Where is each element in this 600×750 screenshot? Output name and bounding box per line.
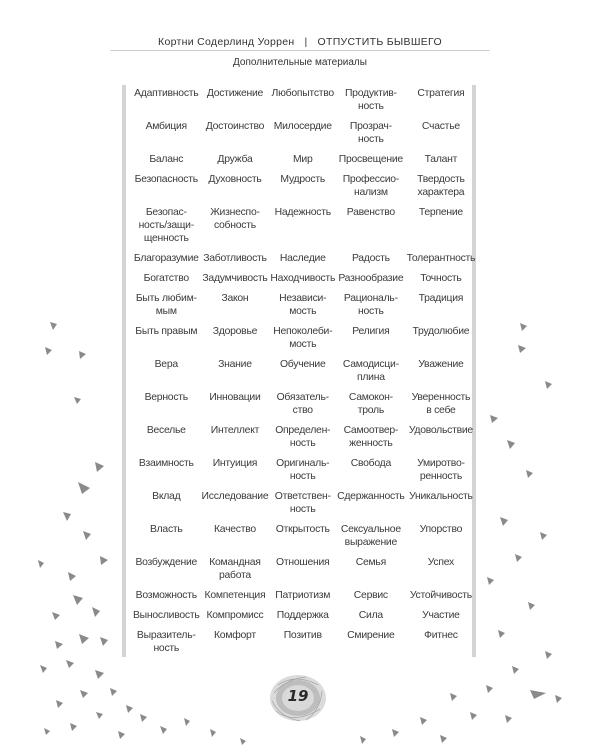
table-cell: Амбиция <box>145 121 187 132</box>
table-cell: Знание <box>218 359 252 370</box>
table-cell: Достоинство <box>205 121 265 132</box>
table-cell: Адаптивность <box>134 88 199 99</box>
table-cell: Интеллект <box>210 425 260 436</box>
table-cell: Уважение <box>418 359 464 370</box>
table-cell: Вклад <box>152 491 181 502</box>
table-cell: Толерантность <box>406 253 476 264</box>
table-cell: Сервис <box>353 590 388 601</box>
table-cell: Компетенция <box>204 590 266 601</box>
table-cell: Семья <box>355 557 386 568</box>
table-cell: Закон <box>221 293 249 304</box>
table-cell: Мудрость <box>280 174 326 185</box>
table-cell: Религия <box>352 326 390 337</box>
table-cell: Твердость характера <box>417 174 465 198</box>
table-cell: Выносливость <box>133 610 200 621</box>
table-cell: Быть любим- мым <box>135 293 197 317</box>
panel-bar-left <box>122 85 126 657</box>
table-cell: Интуиция <box>212 458 258 469</box>
table-cell: Открытость <box>275 524 330 535</box>
table-cell: Быть правым <box>135 326 198 337</box>
table-cell: Сексуальное выражение <box>340 524 401 548</box>
table-cell: Отношения <box>276 557 330 568</box>
table-cell: Верность <box>144 392 188 403</box>
table-cell: Взаимность <box>138 458 194 469</box>
table-cell: Устойчивость <box>409 590 472 601</box>
table-cell: Разнообразие <box>338 273 404 284</box>
table-cell: Комфорт <box>214 630 256 641</box>
table-cell: Уникальность <box>409 491 473 502</box>
table-cell: Самодисци- плина <box>342 359 399 383</box>
table-cell: Смирение <box>347 630 395 641</box>
table-cell: Участие <box>422 610 460 621</box>
table-cell: Инновации <box>209 392 261 403</box>
table-cell: Качество <box>213 524 256 535</box>
values-table <box>132 87 476 655</box>
table-cell: Находчивость <box>270 273 336 284</box>
table-cell: Веселье <box>146 425 186 436</box>
table-cell: Любопытство <box>271 88 334 99</box>
table-cell: Стратегия <box>417 88 465 99</box>
table-cell: Безопас- ность/защи- щенность <box>138 207 194 244</box>
table-cell: Профессио- нализм <box>342 174 399 198</box>
table-cell: Трудолюбие <box>412 326 470 337</box>
author-name: Кортни Содерлинд Уоррен <box>158 36 295 48</box>
table-cell: Рациональ- ность <box>343 293 398 317</box>
table-cell: Равенство <box>346 207 395 218</box>
table-cell: Просвещение <box>338 154 403 165</box>
table-cell: Баланс <box>149 154 184 165</box>
header-separator: | <box>304 36 308 48</box>
table-cell: Счастье <box>421 121 460 132</box>
table-cell: Возбуждение <box>135 557 198 568</box>
table-cell: Самоотвер- женность <box>343 425 399 449</box>
table-cell: Духовность <box>208 174 262 185</box>
page-number: 19 <box>287 687 309 705</box>
table-cell: Мир <box>292 154 313 165</box>
table-cell: Фитнес <box>424 630 458 641</box>
table-cell: Заботливость <box>203 253 267 264</box>
table-cell: Милосердие <box>273 121 332 132</box>
table-cell: Определен- ность <box>275 425 331 449</box>
table-cell: Наследие <box>279 253 326 264</box>
table-cell: Свобода <box>350 458 391 469</box>
section-label: Дополнительные материалы <box>233 57 367 68</box>
table-cell: Обучение <box>279 359 326 370</box>
table-cell: Возможность <box>135 590 197 601</box>
table-cell: Уверенность в себе <box>411 392 471 416</box>
table-cell: Исследование <box>201 491 269 502</box>
header-rule <box>110 50 490 51</box>
table-cell: Позитив <box>283 630 322 641</box>
table-cell: Надежность <box>274 207 331 218</box>
table-cell: Традиция <box>418 293 464 304</box>
table-cell: Независи- мость <box>279 293 327 317</box>
table-cell: Задумчивость <box>202 273 268 284</box>
table-cell: Командная работа <box>209 557 261 581</box>
table-cell: Умиротво- ренность <box>417 458 465 482</box>
table-cell: Талант <box>424 154 458 165</box>
table-cell: Ответствен- ность <box>274 491 331 515</box>
table-cell: Богатство <box>143 273 189 284</box>
table-cell: Обязатель- ство <box>276 392 329 416</box>
table-cell: Успех <box>427 557 455 568</box>
table-cell: Поддержка <box>276 610 329 621</box>
table-cell: Выразитель- ность <box>136 630 196 654</box>
table-cell: Сила <box>358 610 383 621</box>
table-cell: Дружба <box>217 154 253 165</box>
table-cell: Патриотизм <box>275 590 331 601</box>
page-number-badge <box>266 671 330 725</box>
table-cell: Прозрач- ность <box>349 121 392 145</box>
table-cell: Продуктив- ность <box>344 88 397 112</box>
book-title: ОТПУСТИТЬ БЫВШЕГО <box>317 36 442 48</box>
table-cell: Здоровье <box>212 326 258 337</box>
table-cell: Достижение <box>206 88 264 99</box>
table-cell: Безопасность <box>134 174 198 185</box>
table-cell: Упорство <box>419 524 463 535</box>
running-head <box>0 36 600 48</box>
table-cell: Оригиналь- ность <box>276 458 330 482</box>
table-cell: Точность <box>420 273 462 284</box>
table-cell: Благоразумие <box>133 253 199 264</box>
table-cell: Радость <box>351 253 390 264</box>
table-cell: Компромисс <box>206 610 264 621</box>
table-cell: Власть <box>149 524 183 535</box>
table-cell: Непоколеби- мость <box>273 326 333 350</box>
table-cell: Жизнеспо- собность <box>210 207 260 231</box>
table-cell: Сдержанность <box>337 491 405 502</box>
table-cell: Удовольствие <box>408 425 473 436</box>
table-cell: Терпение <box>418 207 463 218</box>
table-cell: Вера <box>154 359 178 370</box>
table-cell: Самокон- троль <box>348 392 393 416</box>
